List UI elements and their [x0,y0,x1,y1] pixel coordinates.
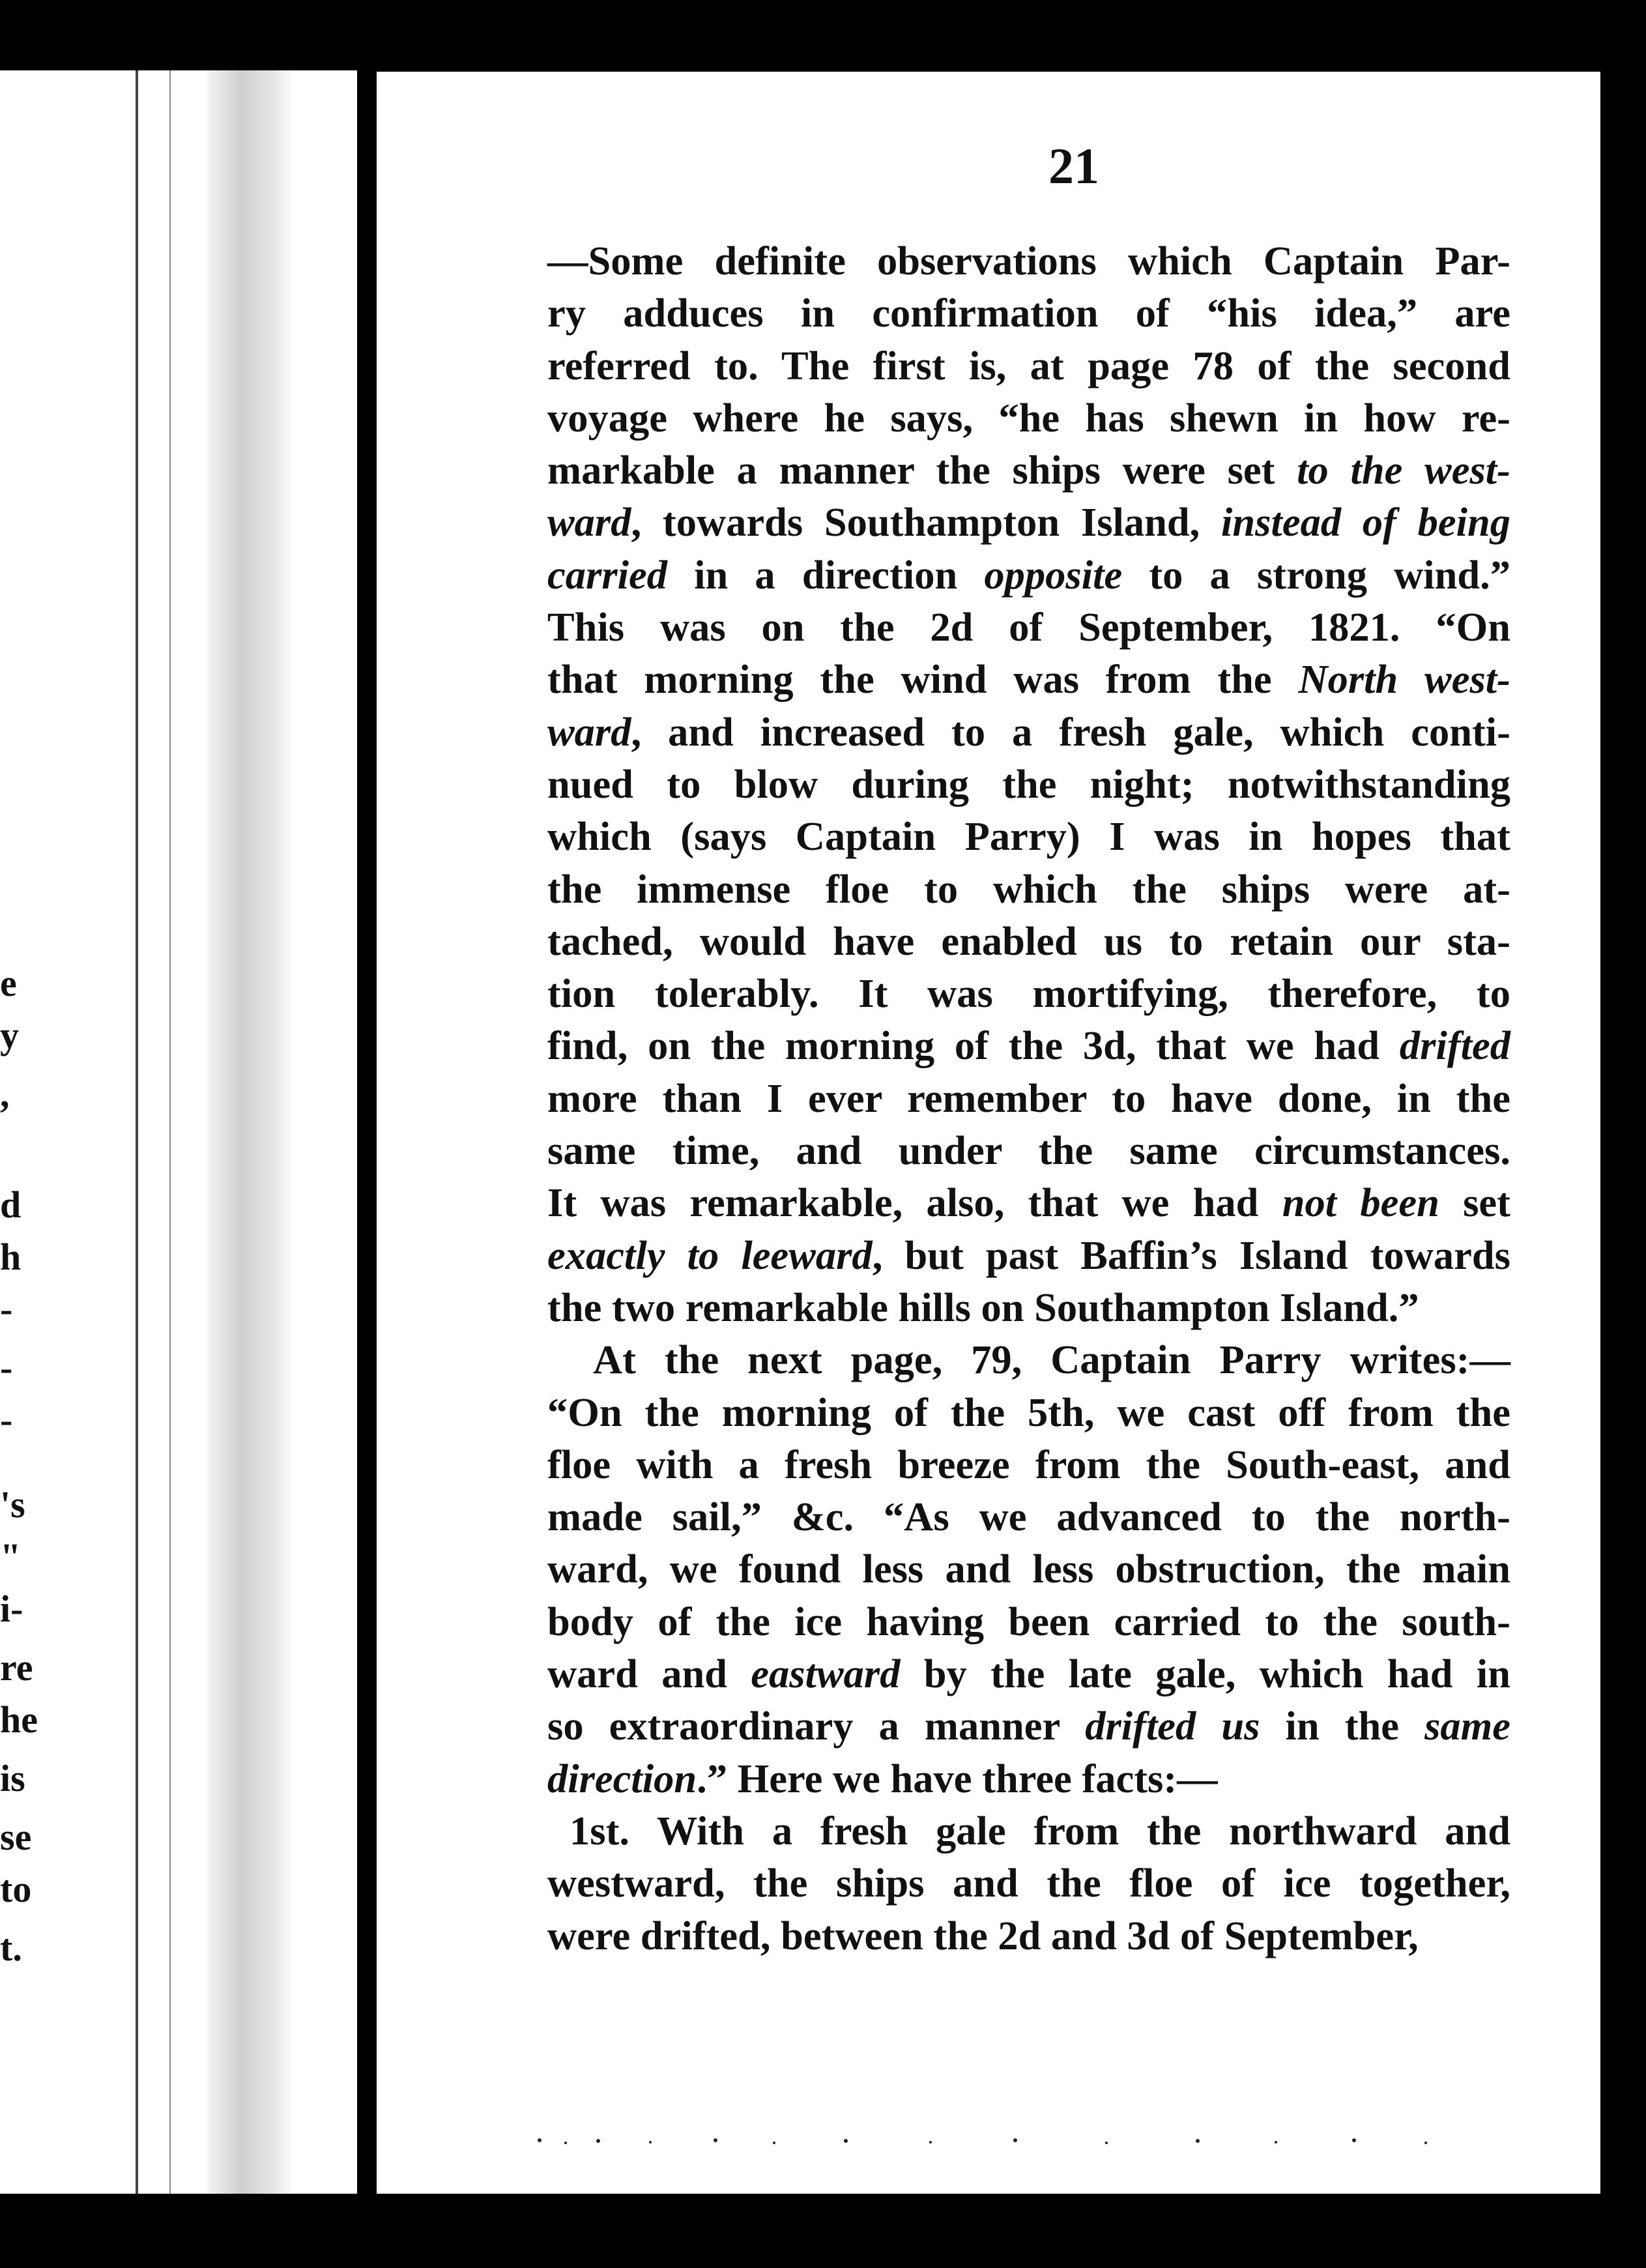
facing-page-fragment: re [0,1646,33,1689]
text-line: referred to. The first is, at page 78 of the second [547,342,1510,388]
text-line: tion tolerably. It was mortifying, therefore, to [547,970,1510,1017]
page-number: 21 [1048,138,1099,194]
facing-page-fragment: - [0,1288,13,1330]
text-line: markable a manner the ships were set to the west- [547,447,1510,493]
text-line: ward, we found less and less obstruction, the main [547,1546,1510,1592]
facing-page-fragment: t. [0,1926,22,1969]
text-line: tached, would have enabled us to retain our sta- [547,918,1510,964]
facing-page-fragment: e [0,962,17,1004]
text-line: the immense floe to which the ships were at- [547,865,1510,912]
facing-page-fragment: d [0,1184,22,1226]
gutter-shadow [207,70,291,2194]
text-line: ward, and increased to a fresh gale, which conti- [547,708,1510,755]
page-edge-line [169,70,171,2194]
text-line: nued to blow during the night; notwithstanding [547,761,1510,807]
text-line: that morning the wind was from the North west- [547,656,1510,703]
text-line: floe with a fresh breeze from the South-east, and [547,1441,1510,1487]
facing-page-fragment: 's [0,1483,25,1526]
text-line: westward, the ships and the floe of ice together, [547,1860,1510,1906]
facing-page-text-fragments [0,70,65,2194]
text-line: ry adduces in confirmation of “his idea,” are [547,290,1510,336]
text-line: more than I ever remember to have done, in the [547,1075,1510,1121]
text-line: exactly to leeward, but past Baffin’s Island towards [547,1232,1511,1278]
facing-page-fragment: - [0,1346,13,1389]
facing-page-fragment: - [0,1399,13,1441]
facing-page-fragment: is [0,1757,25,1799]
facing-page-fragment: " [0,1535,22,1578]
text-line: It was remarkable, also, that we had not been set [547,1180,1510,1226]
text-line: ward and eastward by the late gale, which had in [547,1651,1511,1697]
text-line: body of the ice having been carried to the south- [547,1598,1510,1644]
text-line: direction.” Here we have three facts:— [547,1755,1218,1801]
text-line: —Some definite observations which Captain Par- [547,238,1510,284]
text-line: the two remarkable hills on Southampton Island.” [547,1284,1419,1330]
text-line: “On the morning of the 5th, we cast off from the [547,1389,1510,1435]
page-edge-line [136,70,138,2194]
print-specks [377,2135,1600,2148]
text-line: voyage where he says, “he has shewn in how re- [547,394,1510,441]
text-line: made sail,” &c. “As we advanced to the north- [547,1494,1510,1540]
facing-page-fragment: y [0,1014,19,1056]
text-line: carried in a direction opposite to a strong wind.” [547,551,1511,598]
text-line: 1st. With a fresh gale from the northward and [570,1807,1510,1854]
facing-page-fragment: he [0,1698,38,1741]
text-line: find, on the morning of the 3d, that we had drifted [547,1023,1510,1069]
text-line: At the next page, 79, Captain Parry writes:— [593,1337,1510,1383]
text-line: This was on the 2d of September, 1821. “On [547,604,1510,650]
facing-page-edge [0,70,357,2194]
text-line: so extraordinary a manner drifted us in the same [547,1703,1511,1749]
text-line: ward, towards Southampton Island, instead of being [547,499,1510,545]
facing-page-fragment: i- [0,1588,23,1630]
facing-page-fragment: h [0,1236,22,1278]
facing-page-fragment: se [0,1816,32,1858]
facing-page-fragment: , [0,1073,10,1115]
text-line: same time, and under the same circumstances. [547,1127,1510,1174]
book-page [377,72,1600,2194]
text-line: which (says Captain Parry) I was in hopes that [547,813,1510,860]
text-line: were drifted, between the 2d and 3d of September, [547,1912,1419,1958]
facing-page-fragment: to [0,1868,32,1910]
body-text [547,235,1510,1962]
